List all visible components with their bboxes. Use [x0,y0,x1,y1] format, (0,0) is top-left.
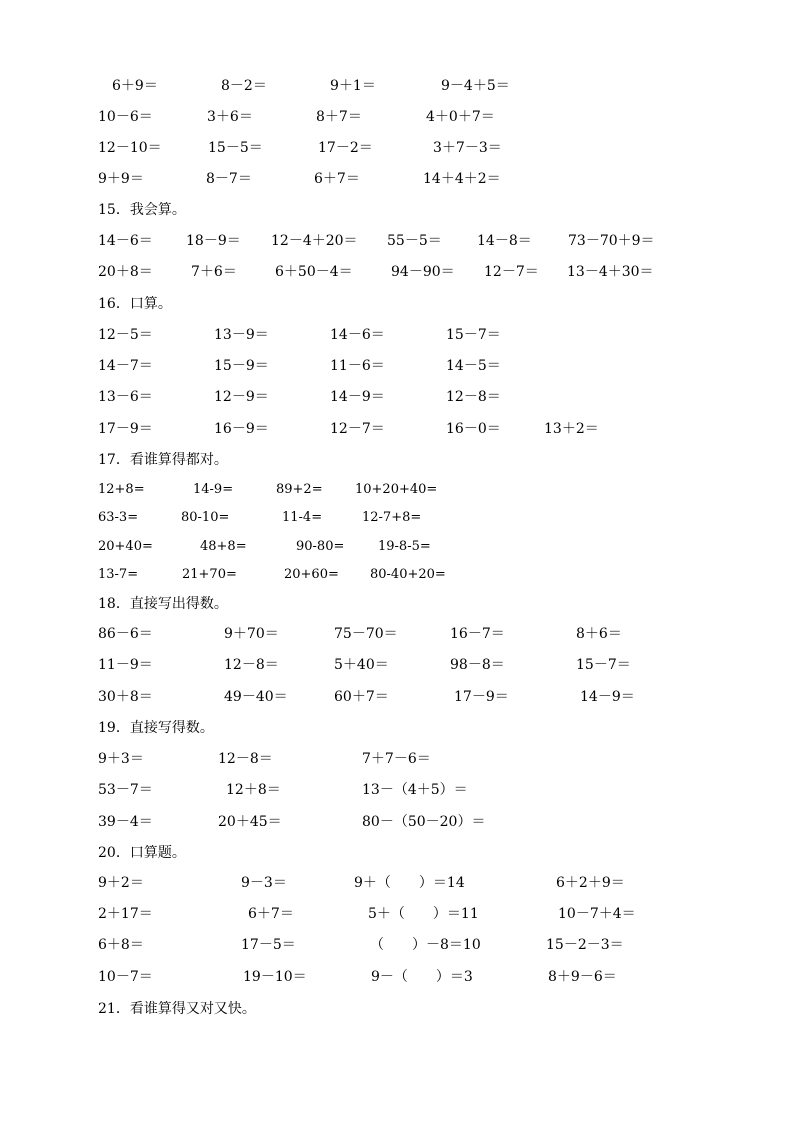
s18-row-2 [0,654,794,676]
problem: 18－9＝ [186,233,241,249]
intro-row-2 [0,106,794,128]
s17-row-2 [0,507,794,529]
problem: 8－2＝ [221,78,267,94]
s19-row-2 [0,779,794,801]
problem: 86－6＝ [98,626,153,642]
problem: 3＋7－3＝ [433,140,502,156]
problem: 12－8＝ [224,657,279,673]
problem: 9＋1＝ [330,78,376,94]
problem: 73－70＋9＝ [568,233,655,249]
problem: 53－7＝ [98,782,153,798]
section-18-heading: 18．直接写出得数。 [98,596,228,612]
section-20-heading: 20．口算题。 [98,845,186,861]
problem: 15－7＝ [576,657,631,673]
problem: 14－6＝ [98,233,153,249]
section-21-heading: 21．看谁算得又对又快。 [98,1001,256,1017]
s17-row-3 [0,536,794,558]
problem: 48+8= [200,539,247,554]
problem: （ ）－8＝10 [370,937,481,953]
problem: 9＋9＝ [98,171,144,187]
s20-row-1 [0,872,794,894]
problem: 14－8＝ [477,233,532,249]
problem: 11－9＝ [98,657,153,673]
intro-row-3 [0,137,794,159]
problem: 9＋2＝ [98,875,144,891]
s20-row-2 [0,903,794,925]
problem: 80－（50－20）＝ [362,814,486,830]
problem: 20+40= [98,539,153,554]
problem: 14＋4＋2＝ [423,171,501,187]
problem: 17－9＝ [98,421,153,437]
problem: 12-7+8= [362,510,422,525]
problem: 17－2＝ [318,140,373,156]
problem: 98－8＝ [450,657,505,673]
problem: 39－4＝ [98,814,153,830]
problem: 12－4＋20＝ [271,233,358,249]
problem: 3＋6＝ [207,109,253,125]
problem: 63-3= [98,510,139,525]
problem: 10－6＝ [98,109,153,125]
problem: 15－2－3＝ [546,937,624,953]
s19-row-3 [0,811,794,833]
s16-row-1 [0,324,794,346]
s15-row-2 [0,261,794,283]
problem: 16－9＝ [214,421,269,437]
problem: 16－0＝ [446,421,501,437]
problem: 9＋（ ）＝14 [354,875,465,891]
intro-row-4 [0,168,794,190]
problem: 19-8-5= [378,539,431,554]
problem: 8＋7＝ [316,109,362,125]
problem: 13-7= [98,567,139,582]
section-16-heading: 16．口算。 [98,296,172,312]
problem: 7＋7－6＝ [362,751,431,767]
problem: 12－8＝ [446,389,501,405]
s17-row-4 [0,564,794,586]
problem: 9－3＝ [241,875,287,891]
s18-row-1 [0,623,794,645]
section-15-heading: 15．我会算。 [98,202,186,218]
problem: 75－70＝ [334,626,398,642]
problem: 94－90＝ [391,264,455,280]
section-17-heading: 17．看谁算得都对。 [98,452,228,468]
problem: 11-4= [282,510,323,525]
problem: 14－5＝ [446,358,501,374]
problem: 12－5＝ [98,327,153,343]
problem: 80-40+20= [370,567,446,582]
problem: 14－6＝ [330,327,385,343]
problem: 49－40＝ [224,689,288,705]
problem: 12＋8＝ [226,782,281,798]
problem: 10－7＋4＝ [558,906,636,922]
s18-row-3 [0,686,794,708]
problem: 9＋70＝ [224,626,279,642]
s17-row-1 [0,479,794,501]
problem: 10+20+40= [355,482,438,497]
s16-row-4 [0,418,794,440]
problem: 8－7＝ [206,171,252,187]
problem: 14－9＝ [580,689,635,705]
problem: 21+70= [182,567,237,582]
problem: 5＋40＝ [334,657,389,673]
problem: 90-80= [296,539,345,554]
problem: 17－5＝ [241,937,296,953]
problem: 20＋8＝ [98,264,153,280]
problem: 6＋7＝ [314,171,360,187]
problem: 6＋8＝ [98,937,144,953]
s16-row-3 [0,386,794,408]
problem: 11－6＝ [330,358,385,374]
s15-row-1 [0,230,794,252]
problem: 20＋45＝ [218,814,282,830]
problem: 13－（4＋5）＝ [362,782,468,798]
problem: 5＋（ ）＝11 [368,906,479,922]
problem: 8＋6＝ [576,626,622,642]
problem: 9－（ ）＝3 [371,969,473,985]
problem: 55－5＝ [387,233,442,249]
problem: 6＋9＝ [112,78,158,94]
problem: 60＋7＝ [334,689,389,705]
problem: 9＋3＝ [98,751,144,767]
problem: 12+8= [98,482,145,497]
problem: 6＋50－4＝ [275,264,353,280]
problem: 12－9＝ [214,389,269,405]
problem: 20+60= [284,567,339,582]
problem: 14－9＝ [330,389,385,405]
s19-row-1 [0,748,794,770]
problem: 4＋0＋7＝ [426,109,495,125]
problem: 13－4＋30＝ [567,264,654,280]
problem: 12－10＝ [98,140,162,156]
problem: 10－7＝ [98,969,153,985]
problem: 17－9＝ [454,689,509,705]
problem: 30＋8＝ [98,689,153,705]
problem: 9－4＋5＝ [441,78,510,94]
problem: 16－7＝ [450,626,505,642]
problem: 2＋17＝ [98,906,153,922]
problem: 6＋2＋9＝ [556,875,625,891]
problem: 15－9＝ [214,358,269,374]
problem: 19－10＝ [243,969,307,985]
problem: 14－7＝ [98,358,153,374]
section-19-heading: 19．直接写得数。 [98,720,214,736]
problem: 13＋2＝ [544,421,599,437]
problem: 89+2= [276,482,323,497]
problem: 6＋7＝ [248,906,294,922]
problem: 12－8＝ [218,751,273,767]
problem: 13－9＝ [214,327,269,343]
problem: 13－6＝ [98,389,153,405]
s20-row-3 [0,934,794,956]
problem: 14-9= [193,482,234,497]
s20-row-4 [0,966,794,988]
problem: 7＋6＝ [191,264,237,280]
problem: 8＋9－6＝ [548,969,617,985]
problem: 80-10= [181,510,230,525]
intro-row-1 [0,75,794,97]
s16-row-2 [0,355,794,377]
problem: 12－7＝ [484,264,539,280]
problem: 15－7＝ [446,327,501,343]
problem: 12－7＝ [330,421,385,437]
problem: 15－5＝ [208,140,263,156]
